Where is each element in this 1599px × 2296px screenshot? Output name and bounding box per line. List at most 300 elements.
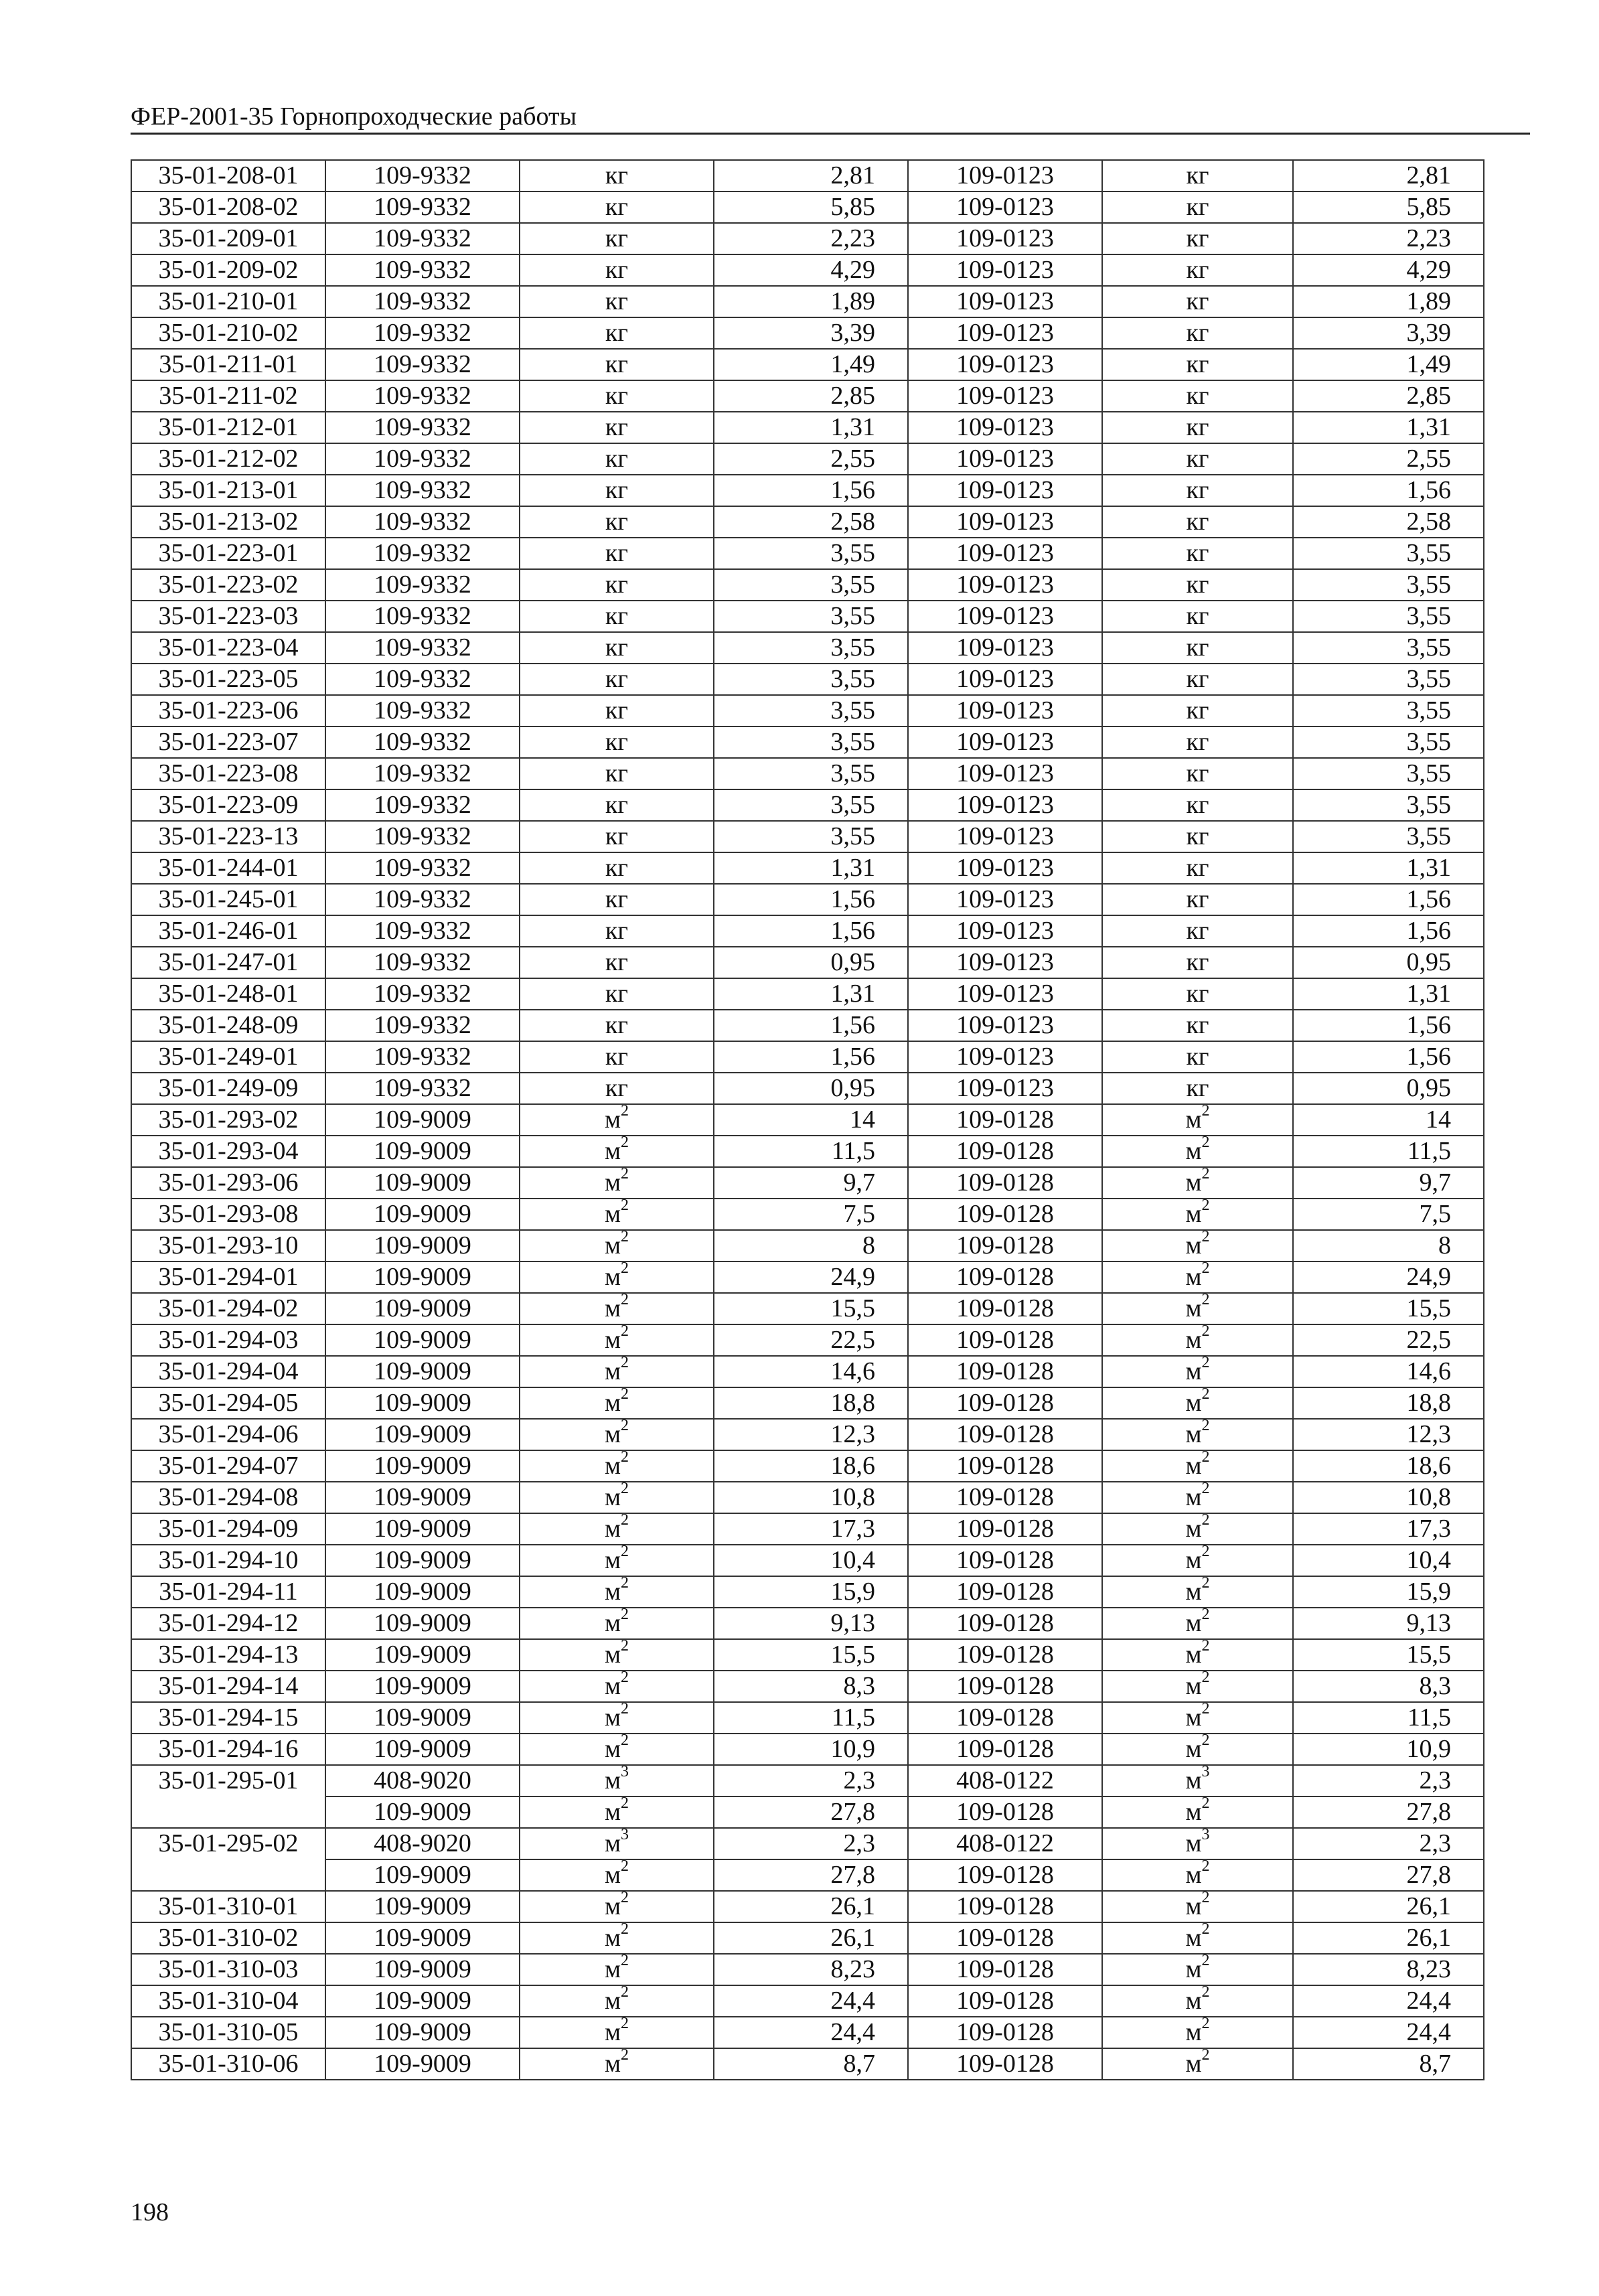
- old-unit-cell-text: кг: [605, 287, 629, 315]
- old-resource-cell: [325, 475, 520, 506]
- old-unit-cell-text: кг: [605, 728, 629, 756]
- old-unit-cell-text: кг: [605, 539, 629, 567]
- old-resource-cell-text: 109-9332: [374, 570, 471, 599]
- old-resource-cell: [325, 1104, 520, 1136]
- new-quantity-cell-text: 3,55: [1406, 665, 1451, 693]
- rate-code-cell-text: 35-01-294-07: [158, 1452, 299, 1480]
- new-quantity-cell-text: 10,8: [1406, 1483, 1451, 1511]
- unit-exponent: 2: [1201, 2048, 1210, 2064]
- unit-exponent: 2: [1201, 1859, 1210, 1876]
- new-resource-cell: [908, 1702, 1102, 1734]
- old-unit-cell-text: м: [604, 1892, 621, 1920]
- new-unit-cell-text: м: [1185, 1955, 1202, 1983]
- new-quantity-cell-text: 2,55: [1406, 445, 1451, 473]
- unit-exponent: 2: [621, 1230, 629, 1246]
- new-unit-cell-text: м: [1185, 1389, 1202, 1417]
- table-row: [131, 475, 1484, 506]
- old-unit-cell: [520, 695, 714, 726]
- new-resource-cell-text: 109-0123: [956, 728, 1054, 756]
- old-resource-cell: [325, 664, 520, 695]
- old-resource-cell-text: 408-9020: [374, 1829, 471, 1857]
- new-quantity-cell-text: 3,55: [1406, 570, 1451, 599]
- new-unit-cell-text: м: [1185, 1861, 1202, 1889]
- new-resource-cell-text: 109-0123: [956, 917, 1054, 945]
- new-resource-cell-text: 109-0128: [956, 1263, 1054, 1291]
- new-quantity-cell: [1293, 1576, 1484, 1608]
- old-resource-cell: [325, 1513, 520, 1545]
- new-quantity-cell-text: 0,95: [1406, 948, 1451, 976]
- table-row: [131, 1859, 1484, 1891]
- unit-exponent: 2: [621, 1608, 629, 1624]
- new-quantity-cell: [1293, 1293, 1484, 1324]
- new-unit-cell-text: м: [1185, 2050, 1202, 2078]
- table-row: [131, 1576, 1484, 1608]
- new-resource-cell-text: 109-0128: [956, 1987, 1054, 2015]
- unit-exponent: 2: [1201, 1545, 1210, 1561]
- old-unit-cell-text: м: [604, 1766, 621, 1794]
- old-resource-cell-text: 109-9009: [374, 1515, 471, 1543]
- old-quantity-cell: [714, 1513, 908, 1545]
- old-resource-cell-text: 109-9009: [374, 1452, 471, 1480]
- old-quantity-cell-text: 4,29: [830, 256, 875, 284]
- new-unit-cell-text: кг: [1186, 413, 1209, 441]
- table-row: [131, 1671, 1484, 1702]
- rate-code-cell: [131, 1765, 325, 1828]
- new-quantity-cell-text: 18,8: [1406, 1389, 1451, 1417]
- old-resource-cell-text: 109-9332: [374, 539, 471, 567]
- old-unit-cell: [520, 1482, 714, 1513]
- rate-code-cell: [131, 1513, 325, 1545]
- new-unit-cell-text: м: [1185, 1200, 1202, 1228]
- new-unit-cell-text: кг: [1186, 1043, 1209, 1071]
- rate-code-cell: [131, 1230, 325, 1261]
- old-quantity-cell-text: 3,55: [830, 822, 875, 850]
- rate-code-cell: [131, 664, 325, 695]
- old-quantity-cell: [714, 569, 908, 601]
- table-row: [131, 1293, 1484, 1324]
- old-resource-cell: [325, 695, 520, 726]
- unit-exponent: 2: [621, 1104, 629, 1120]
- old-unit-cell-text: м: [604, 1483, 621, 1511]
- old-unit-cell: [520, 1796, 714, 1828]
- new-unit-cell: [1102, 978, 1293, 1010]
- new-resource-cell: [908, 884, 1102, 915]
- old-quantity-cell-text: 2,81: [830, 161, 875, 189]
- new-resource-cell: [908, 1073, 1102, 1104]
- old-quantity-cell-text: 18,8: [830, 1389, 875, 1417]
- old-unit-cell: [520, 349, 714, 380]
- old-quantity-cell-text: 0,95: [830, 1074, 875, 1102]
- old-resource-cell: [325, 1450, 520, 1482]
- old-resource-cell: [325, 1167, 520, 1199]
- new-resource-cell-text: 109-0128: [956, 1326, 1054, 1354]
- rate-code-cell-text: 35-01-294-10: [158, 1546, 299, 1574]
- new-unit-cell: [1102, 380, 1293, 412]
- rate-code-cell-text: 35-01-295-02: [158, 1829, 299, 1857]
- old-resource-cell: [325, 1859, 520, 1891]
- rate-code-cell: [131, 286, 325, 317]
- old-unit-cell-text: м: [604, 1609, 621, 1637]
- old-unit-cell: [520, 1419, 714, 1450]
- new-unit-cell-text: м: [1185, 1137, 1202, 1165]
- old-resource-cell: [325, 412, 520, 443]
- new-unit-cell: [1102, 2048, 1293, 2080]
- table-row: [131, 1356, 1484, 1387]
- old-quantity-cell: [714, 821, 908, 852]
- rate-code-cell-text: 35-01-223-06: [158, 696, 299, 724]
- rate-code-cell: [131, 1136, 325, 1167]
- new-quantity-cell: [1293, 695, 1484, 726]
- old-resource-cell-text: 109-9332: [374, 224, 471, 252]
- rate-code-cell: [131, 632, 325, 664]
- new-resource-cell-text: 109-0128: [956, 1200, 1054, 1228]
- new-quantity-cell-text: 3,39: [1406, 319, 1451, 347]
- unit-exponent: 3: [1201, 1765, 1210, 1781]
- old-resource-cell-text: 109-9009: [374, 1892, 471, 1920]
- new-quantity-cell: [1293, 1167, 1484, 1199]
- new-quantity-cell: [1293, 884, 1484, 915]
- old-resource-cell-text: 109-9332: [374, 256, 471, 284]
- rate-code-cell-text: 35-01-294-04: [158, 1357, 299, 1385]
- table-row: [131, 821, 1484, 852]
- old-resource-cell-text: 109-9332: [374, 193, 471, 221]
- table-row: [131, 1261, 1484, 1293]
- new-quantity-cell: [1293, 664, 1484, 695]
- new-resource-cell-text: 109-0128: [956, 1798, 1054, 1826]
- unit-exponent: 2: [621, 1513, 629, 1529]
- rate-code-cell: [131, 192, 325, 223]
- new-resource-cell-text: 109-0128: [956, 1357, 1054, 1385]
- new-quantity-cell: [1293, 223, 1484, 254]
- old-unit-cell: [520, 443, 714, 475]
- new-unit-cell: [1102, 1199, 1293, 1230]
- old-resource-cell-text: 109-9009: [374, 1168, 471, 1197]
- new-quantity-cell: [1293, 1387, 1484, 1419]
- new-resource-cell: [908, 1985, 1102, 2017]
- unit-exponent: 2: [1201, 1356, 1210, 1372]
- rate-code-cell-text: 35-01-223-07: [158, 728, 299, 756]
- old-quantity-cell-text: 15,5: [830, 1294, 875, 1322]
- unit-exponent: 2: [621, 2048, 629, 2064]
- old-resource-cell: [325, 978, 520, 1010]
- new-unit-cell-text: м: [1185, 1892, 1202, 1920]
- old-unit-cell: [520, 506, 714, 538]
- new-quantity-cell-text: 0,95: [1406, 1074, 1451, 1102]
- old-quantity-cell-text: 2,3: [843, 1829, 875, 1857]
- unit-exponent: 2: [621, 1891, 629, 1907]
- new-resource-cell-text: 109-0128: [956, 1231, 1054, 1259]
- new-quantity-cell-text: 14,6: [1406, 1357, 1451, 1385]
- old-resource-cell-text: 109-9009: [374, 1735, 471, 1763]
- rate-code-cell: [131, 915, 325, 947]
- new-quantity-cell-text: 3,55: [1406, 633, 1451, 662]
- rate-code-cell: [131, 223, 325, 254]
- new-quantity-cell-text: 3,55: [1406, 822, 1451, 850]
- old-quantity-cell: [714, 758, 908, 789]
- table-row: [131, 1954, 1484, 1985]
- unit-exponent: 2: [1201, 1922, 1210, 1938]
- new-unit-cell-text: м: [1185, 1672, 1202, 1700]
- rate-code-cell: [131, 1450, 325, 1482]
- rate-code-cell-text: 35-01-211-02: [159, 382, 298, 410]
- old-resource-cell-text: 109-9332: [374, 854, 471, 882]
- new-unit-cell-text: м: [1185, 1420, 1202, 1448]
- new-unit-cell-text: кг: [1186, 319, 1209, 347]
- old-resource-cell-text: 109-9009: [374, 1798, 471, 1826]
- new-quantity-cell-text: 15,5: [1406, 1640, 1451, 1669]
- new-quantity-cell: [1293, 1482, 1484, 1513]
- new-quantity-cell-text: 2,3: [1419, 1766, 1451, 1794]
- old-unit-cell-text: м: [604, 1578, 621, 1606]
- rate-code-cell-text: 35-01-208-02: [158, 193, 299, 221]
- new-quantity-cell: [1293, 1828, 1484, 1859]
- new-quantity-cell-text: 14: [1426, 1105, 1451, 1134]
- old-quantity-cell-text: 0,95: [830, 948, 875, 976]
- rate-code-cell: [131, 1324, 325, 1356]
- new-unit-cell: [1102, 632, 1293, 664]
- new-resource-cell-text: 109-0128: [956, 1640, 1054, 1669]
- new-quantity-cell: [1293, 632, 1484, 664]
- unit-exponent: 2: [621, 1576, 629, 1592]
- old-unit-cell: [520, 1450, 714, 1482]
- rate-code-cell: [131, 538, 325, 569]
- new-quantity-cell-text: 5,85: [1406, 193, 1451, 221]
- old-quantity-cell-text: 10,4: [830, 1546, 875, 1574]
- old-resource-cell-text: 109-9332: [374, 696, 471, 724]
- new-quantity-cell: [1293, 1261, 1484, 1293]
- unit-exponent: 2: [621, 1734, 629, 1750]
- old-resource-cell: [325, 160, 520, 192]
- new-unit-cell: [1102, 1261, 1293, 1293]
- new-resource-cell-text: 109-0123: [956, 854, 1054, 882]
- old-resource-cell: [325, 1545, 520, 1576]
- old-quantity-cell: [714, 286, 908, 317]
- old-resource-cell-text: 109-9009: [374, 1231, 471, 1259]
- unit-exponent: 2: [621, 1450, 629, 1466]
- new-quantity-cell-text: 1,56: [1406, 885, 1451, 913]
- new-quantity-cell-text: 1,56: [1406, 1011, 1451, 1039]
- new-resource-cell: [908, 821, 1102, 852]
- new-quantity-cell-text: 18,6: [1406, 1452, 1451, 1480]
- rate-code-cell: [131, 758, 325, 789]
- table-row: [131, 1010, 1484, 1041]
- old-resource-cell-text: 109-9009: [374, 1609, 471, 1637]
- table-row: [131, 1796, 1484, 1828]
- old-quantity-cell: [714, 223, 908, 254]
- rate-code-cell: [131, 1671, 325, 1702]
- unit-exponent: 2: [621, 1482, 629, 1498]
- new-unit-cell: [1102, 1450, 1293, 1482]
- old-unit-cell: [520, 2017, 714, 2048]
- old-unit-cell-text: м: [604, 1420, 621, 1448]
- rate-code-cell-text: 35-01-310-02: [158, 1924, 299, 1952]
- old-resource-cell-text: 109-9332: [374, 1074, 471, 1102]
- rate-code-cell: [131, 160, 325, 192]
- old-unit-cell-text: м: [604, 2018, 621, 2046]
- table-row: [131, 223, 1484, 254]
- rate-code-cell-text: 35-01-310-03: [158, 1955, 299, 1983]
- new-unit-cell: [1102, 1513, 1293, 1545]
- unit-exponent: 2: [621, 1199, 629, 1215]
- unit-exponent: 2: [1201, 1261, 1210, 1278]
- new-unit-cell: [1102, 758, 1293, 789]
- new-quantity-cell: [1293, 915, 1484, 947]
- new-resource-cell-text: 109-0123: [956, 413, 1054, 441]
- old-quantity-cell: [714, 601, 908, 632]
- rate-code-cell: [131, 349, 325, 380]
- old-resource-cell-text: 109-9009: [374, 1200, 471, 1228]
- new-quantity-cell-text: 7,5: [1419, 1200, 1451, 1228]
- old-resource-cell: [325, 443, 520, 475]
- new-resource-cell-text: 109-0128: [956, 1389, 1054, 1417]
- rate-code-cell: [131, 1922, 325, 1954]
- old-unit-cell: [520, 1545, 714, 1576]
- old-unit-cell-text: м: [604, 1452, 621, 1480]
- table-row: [131, 1702, 1484, 1734]
- old-quantity-cell-text: 3,55: [830, 602, 875, 630]
- new-unit-cell-text: кг: [1186, 350, 1209, 378]
- unit-exponent: 2: [1201, 1891, 1210, 1907]
- old-unit-cell: [520, 1608, 714, 1639]
- old-resource-cell: [325, 1293, 520, 1324]
- new-resource-cell: [908, 1828, 1102, 1859]
- table-row: [131, 349, 1484, 380]
- new-unit-cell: [1102, 695, 1293, 726]
- rate-code-cell: [131, 2048, 325, 2080]
- rate-code-cell-text: 35-01-294-15: [158, 1703, 299, 1732]
- old-resource-cell-text: 109-9332: [374, 319, 471, 347]
- new-resource-cell: [908, 947, 1102, 978]
- old-quantity-cell-text: 3,55: [830, 665, 875, 693]
- new-resource-cell-text: 109-0128: [956, 1735, 1054, 1763]
- old-quantity-cell: [714, 1702, 908, 1734]
- new-resource-cell: [908, 1891, 1102, 1922]
- old-unit-cell: [520, 726, 714, 758]
- new-quantity-cell-text: 1,89: [1406, 287, 1451, 315]
- old-quantity-cell-text: 3,55: [830, 633, 875, 662]
- old-resource-cell-text: 109-9332: [374, 413, 471, 441]
- old-unit-cell-text: кг: [605, 885, 629, 913]
- old-quantity-cell-text: 22,5: [830, 1326, 875, 1354]
- table-row: [131, 1136, 1484, 1167]
- new-unit-cell: [1102, 1702, 1293, 1734]
- new-quantity-cell: [1293, 1513, 1484, 1545]
- new-unit-cell-text: кг: [1186, 539, 1209, 567]
- new-quantity-cell: [1293, 1608, 1484, 1639]
- old-quantity-cell: [714, 1387, 908, 1419]
- table-row: [131, 1041, 1484, 1073]
- rate-code-cell: [131, 2017, 325, 2048]
- unit-exponent: 2: [621, 1796, 629, 1813]
- new-unit-cell-text: м: [1185, 1829, 1202, 1857]
- new-resource-cell-text: 109-0123: [956, 885, 1054, 913]
- unit-exponent: 2: [1201, 1639, 1210, 1655]
- old-unit-cell-text: кг: [605, 980, 629, 1008]
- new-unit-cell-text: кг: [1186, 1011, 1209, 1039]
- new-quantity-cell: [1293, 789, 1484, 821]
- old-unit-cell-text: кг: [605, 822, 629, 850]
- rate-code-cell-text: 35-01-212-01: [158, 413, 299, 441]
- new-resource-cell-text: 109-0123: [956, 256, 1054, 284]
- old-quantity-cell: [714, 380, 908, 412]
- unit-exponent: 2: [1201, 1702, 1210, 1718]
- old-quantity-cell-text: 3,55: [830, 728, 875, 756]
- new-unit-cell: [1102, 1765, 1293, 1796]
- old-quantity-cell-text: 1,56: [830, 476, 875, 504]
- new-resource-cell: [908, 1293, 1102, 1324]
- old-unit-cell-text: м: [604, 1168, 621, 1197]
- new-resource-cell: [908, 852, 1102, 884]
- old-unit-cell-text: кг: [605, 256, 629, 284]
- old-quantity-cell: [714, 1167, 908, 1199]
- rate-code-cell: [131, 947, 325, 978]
- old-unit-cell: [520, 664, 714, 695]
- unit-exponent: 2: [621, 1387, 629, 1403]
- new-unit-cell: [1102, 223, 1293, 254]
- table-row: [131, 317, 1484, 349]
- old-quantity-cell-text: 24,4: [830, 1987, 875, 2015]
- new-resource-cell: [908, 1608, 1102, 1639]
- new-resource-cell-text: 109-0128: [956, 1294, 1054, 1322]
- old-resource-cell: [325, 1073, 520, 1104]
- table-row: [131, 1167, 1484, 1199]
- new-resource-cell: [908, 978, 1102, 1010]
- new-unit-cell-text: м: [1185, 1578, 1202, 1606]
- new-quantity-cell-text: 24,4: [1406, 2018, 1451, 2046]
- old-unit-cell-text: кг: [605, 570, 629, 599]
- new-resource-cell-text: 109-0123: [956, 633, 1054, 662]
- old-resource-cell: [325, 1765, 520, 1796]
- old-resource-cell: [325, 1639, 520, 1671]
- table-row: [131, 2017, 1484, 2048]
- new-resource-cell-text: 109-0123: [956, 948, 1054, 976]
- new-quantity-cell-text: 3,55: [1406, 791, 1451, 819]
- table-row: [131, 1104, 1484, 1136]
- unit-exponent: 2: [621, 1954, 629, 1970]
- old-resource-cell: [325, 1387, 520, 1419]
- old-resource-cell-text: 109-9009: [374, 2018, 471, 2046]
- rate-code-cell-text: 35-01-211-01: [159, 350, 298, 378]
- old-unit-cell: [520, 1671, 714, 1702]
- old-unit-cell-text: кг: [605, 319, 629, 347]
- old-unit-cell: [520, 1136, 714, 1167]
- new-unit-cell-text: м: [1185, 1798, 1202, 1826]
- old-unit-cell: [520, 538, 714, 569]
- old-resource-cell-text: 109-9009: [374, 1861, 471, 1889]
- unit-exponent: 2: [621, 1639, 629, 1655]
- new-unit-cell-text: кг: [1186, 728, 1209, 756]
- table-row: [131, 947, 1484, 978]
- table-row: [131, 758, 1484, 789]
- old-quantity-cell-text: 1,31: [830, 413, 875, 441]
- new-quantity-cell: [1293, 380, 1484, 412]
- unit-exponent: 2: [621, 1356, 629, 1372]
- old-resource-cell: [325, 632, 520, 664]
- new-resource-cell-text: 109-0123: [956, 822, 1054, 850]
- old-unit-cell-text: м: [604, 2050, 621, 2078]
- new-unit-cell-text: кг: [1186, 193, 1209, 221]
- old-quantity-cell: [714, 1010, 908, 1041]
- new-quantity-cell-text: 8: [1438, 1231, 1451, 1259]
- new-quantity-cell: [1293, 1199, 1484, 1230]
- old-resource-cell-text: 109-9332: [374, 665, 471, 693]
- old-unit-cell-text: м: [604, 1515, 621, 1543]
- old-quantity-cell: [714, 1419, 908, 1450]
- rate-code-cell-text: 35-01-293-08: [158, 1200, 299, 1228]
- new-unit-cell-text: м: [1185, 1231, 1202, 1259]
- new-resource-cell-text: 109-0123: [956, 1043, 1054, 1071]
- old-quantity-cell: [714, 1482, 908, 1513]
